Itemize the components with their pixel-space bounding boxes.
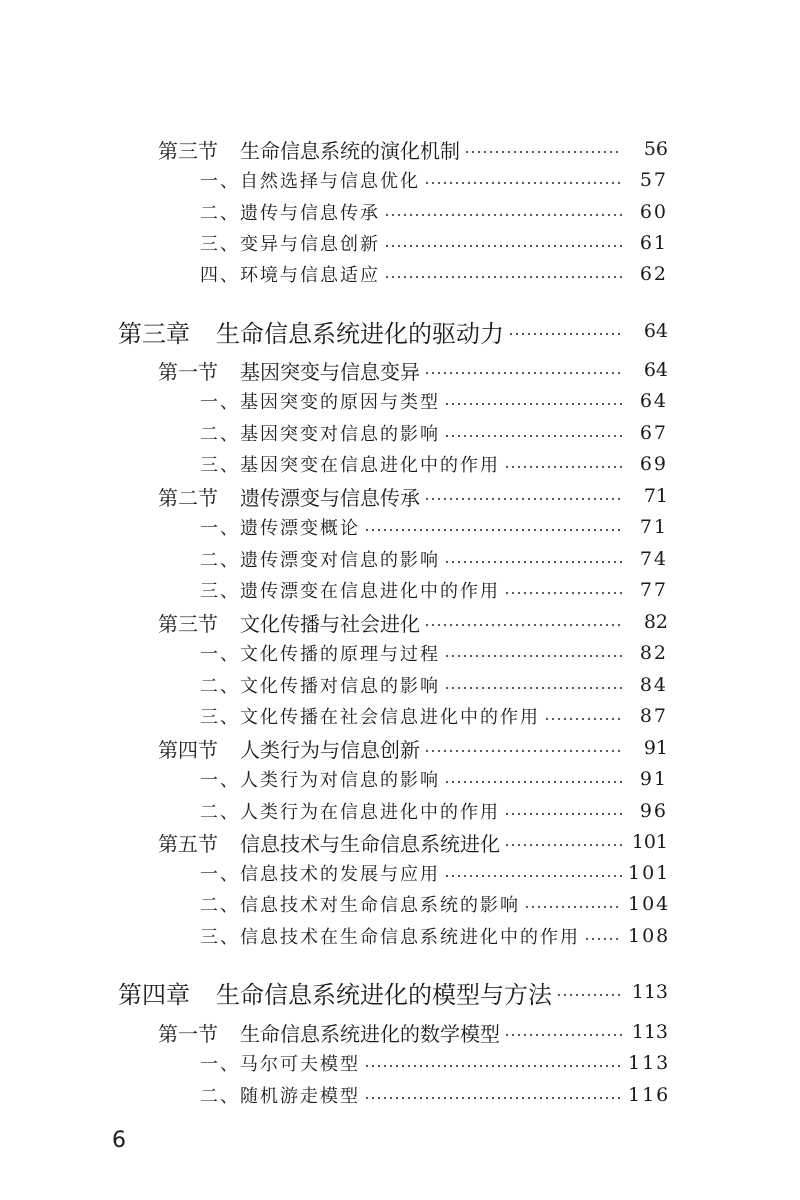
page-ref: 71 <box>639 516 668 538</box>
page-ref: 101 <box>631 831 668 853</box>
page-ref: 74 <box>639 548 668 570</box>
dot-leader <box>424 372 622 374</box>
toc-item[interactable] <box>200 386 668 416</box>
toc-item[interactable] <box>200 544 668 574</box>
dot-leader <box>384 276 622 278</box>
section-title: 遗传漂变与信息传承 <box>240 485 420 510</box>
page-ref: 113 <box>631 1021 668 1043</box>
toc-entry-label <box>158 1018 500 1047</box>
page-ref: 116 <box>628 1084 671 1106</box>
page-ref: 57 <box>639 169 668 191</box>
toc-item[interactable] <box>200 512 668 542</box>
section-number: 第三节 <box>158 138 218 163</box>
dot-leader <box>444 781 622 783</box>
toc-item-title: 二、随机游走模型 <box>200 1086 360 1107</box>
toc-item[interactable] <box>200 197 668 227</box>
toc-item-title: 一、人类行为对信息的影响 <box>200 770 440 791</box>
page-ref: 64 <box>643 320 668 342</box>
section-title: 人类行为与信息创新 <box>240 737 420 762</box>
dot-leader <box>556 994 622 996</box>
toc-item[interactable] <box>200 921 671 951</box>
page-ref: 77 <box>639 579 668 601</box>
toc-section[interactable] <box>158 355 668 385</box>
dot-leader <box>384 214 622 216</box>
page-ref: 56 <box>643 138 668 160</box>
toc-entry-label <box>158 734 420 763</box>
section-number: 第三节 <box>158 611 218 636</box>
toc-item-title: 一、基因突变的原因与类型 <box>200 392 440 413</box>
dot-leader <box>364 1065 622 1067</box>
toc-item-title: 一、自然选择与信息优化 <box>200 171 420 192</box>
toc-entry-label <box>158 828 500 857</box>
toc-item-title: 一、信息技术的发展与应用 <box>200 864 440 885</box>
toc-section[interactable] <box>158 1017 668 1047</box>
dot-leader <box>384 245 622 247</box>
chapter-title: 生命信息系统进化的模型与方法 <box>216 980 552 1009</box>
toc-item[interactable] <box>200 449 668 479</box>
section-number: 第五节 <box>158 831 218 856</box>
page-ref: 60 <box>639 201 668 223</box>
dot-leader <box>444 403 622 405</box>
section-number: 第一节 <box>158 359 218 384</box>
dot-leader <box>364 529 622 531</box>
toc-entry-label <box>118 975 552 1010</box>
dot-leader <box>504 1034 622 1036</box>
toc-item[interactable] <box>200 1048 671 1078</box>
toc-item-title: 二、遗传与信息传承 <box>200 203 380 224</box>
page-ref: 67 <box>639 422 668 444</box>
page-ref: 91 <box>643 737 668 759</box>
section-title: 生命信息系统进化的数学模型 <box>240 1021 500 1046</box>
toc-item-title: 一、遗传漂变概论 <box>200 518 360 539</box>
toc-entry-label <box>158 356 420 385</box>
toc-section[interactable] <box>158 733 668 763</box>
dot-leader <box>524 906 622 908</box>
dot-leader <box>444 655 622 657</box>
page-ref: 84 <box>639 674 668 696</box>
page-ref: 64 <box>643 359 668 381</box>
page-ref: 113 <box>631 981 668 1003</box>
toc-item-title: 一、马尔可夫模型 <box>200 1054 360 1075</box>
toc-item[interactable] <box>200 638 668 668</box>
toc-section[interactable] <box>158 134 668 164</box>
page-ref: 104 <box>628 893 671 915</box>
dot-leader <box>444 435 622 437</box>
dot-leader <box>504 844 622 846</box>
page-ref: 113 <box>628 1052 671 1074</box>
page-ref: 61 <box>639 232 668 254</box>
toc-item-title: 四、环境与信息适应 <box>200 265 380 286</box>
toc-item[interactable] <box>200 670 668 700</box>
toc-item[interactable] <box>200 764 668 794</box>
page-ref: 62 <box>639 263 668 285</box>
toc-item-title: 二、基因突变对信息的影响 <box>200 424 440 445</box>
section-title: 信息技术与生命信息系统进化 <box>240 831 500 856</box>
dot-leader <box>424 624 622 626</box>
page-ref: 64 <box>639 390 668 412</box>
page-ref: 87 <box>639 705 668 727</box>
toc-item-title: 二、信息技术对生命信息系统的影响 <box>200 895 520 916</box>
toc-item-title: 三、基因突变在信息进化中的作用 <box>200 455 500 476</box>
toc-item[interactable] <box>200 418 668 448</box>
toc-item-title: 二、遗传漂变对信息的影响 <box>200 550 440 571</box>
toc-chapter[interactable] <box>118 313 668 349</box>
toc-item-title: 二、人类行为在信息进化中的作用 <box>200 802 500 823</box>
toc-item[interactable] <box>200 889 671 919</box>
toc-item-title: 一、文化传播的原理与过程 <box>200 644 440 665</box>
toc-item-title: 三、文化传播在社会信息进化中的作用 <box>200 707 540 728</box>
section-title: 生命信息系统的演化机制 <box>240 138 460 163</box>
page-ref: 69 <box>639 453 668 475</box>
dot-leader <box>508 333 622 335</box>
page-ref: 71 <box>643 485 668 507</box>
toc-item[interactable] <box>200 796 668 826</box>
toc-item-title: 三、信息技术在生命信息系统进化中的作用 <box>200 927 580 948</box>
dot-leader <box>544 718 622 720</box>
dot-leader <box>424 182 622 184</box>
toc-item-title: 二、文化传播对信息的影响 <box>200 676 440 697</box>
page-ref: 82 <box>639 642 668 664</box>
chapter-number: 第三章 <box>118 319 190 348</box>
dot-leader <box>504 466 622 468</box>
toc-item[interactable] <box>200 1080 671 1110</box>
dot-leader <box>444 875 622 877</box>
dot-leader <box>424 750 622 752</box>
page-ref: 82 <box>643 611 668 633</box>
page-ref: 101 <box>628 862 671 884</box>
toc-item[interactable] <box>200 701 668 731</box>
dot-leader <box>584 938 622 940</box>
chapter-number: 第四章 <box>118 980 190 1009</box>
toc-section[interactable] <box>158 607 668 637</box>
toc-chapter[interactable] <box>118 974 668 1010</box>
toc-section[interactable] <box>158 827 668 857</box>
dot-leader <box>504 813 622 815</box>
toc-item[interactable] <box>200 858 671 888</box>
toc-item[interactable] <box>200 575 668 605</box>
page-number: 6 <box>112 1128 126 1153</box>
section-title: 基因突变与信息变异 <box>240 359 420 384</box>
toc-entry-label <box>158 608 420 637</box>
dot-leader <box>444 561 622 563</box>
page-ref: 91 <box>639 768 668 790</box>
toc-item[interactable] <box>200 228 668 258</box>
dot-leader <box>464 151 622 153</box>
section-number: 第一节 <box>158 1021 218 1046</box>
toc-section[interactable] <box>158 481 668 511</box>
toc-item[interactable] <box>200 259 668 289</box>
section-title: 文化传播与社会进化 <box>240 611 420 636</box>
toc-item-title: 三、遗传漂变在信息进化中的作用 <box>200 581 500 602</box>
chapter-title: 生命信息系统进化的驱动力 <box>216 319 504 348</box>
section-number: 第四节 <box>158 737 218 762</box>
dot-leader <box>364 1097 622 1099</box>
toc-entry-label <box>158 135 460 164</box>
dot-leader <box>504 592 622 594</box>
dot-leader <box>424 498 622 500</box>
page-ref: 108 <box>628 925 671 947</box>
section-number: 第二节 <box>158 485 218 510</box>
toc-item-title: 三、变异与信息创新 <box>200 234 380 255</box>
dot-leader <box>444 687 622 689</box>
toc-entry-label <box>158 482 420 511</box>
toc-item[interactable] <box>200 165 668 195</box>
toc-entry-label <box>118 314 504 349</box>
page-ref: 96 <box>639 800 668 822</box>
